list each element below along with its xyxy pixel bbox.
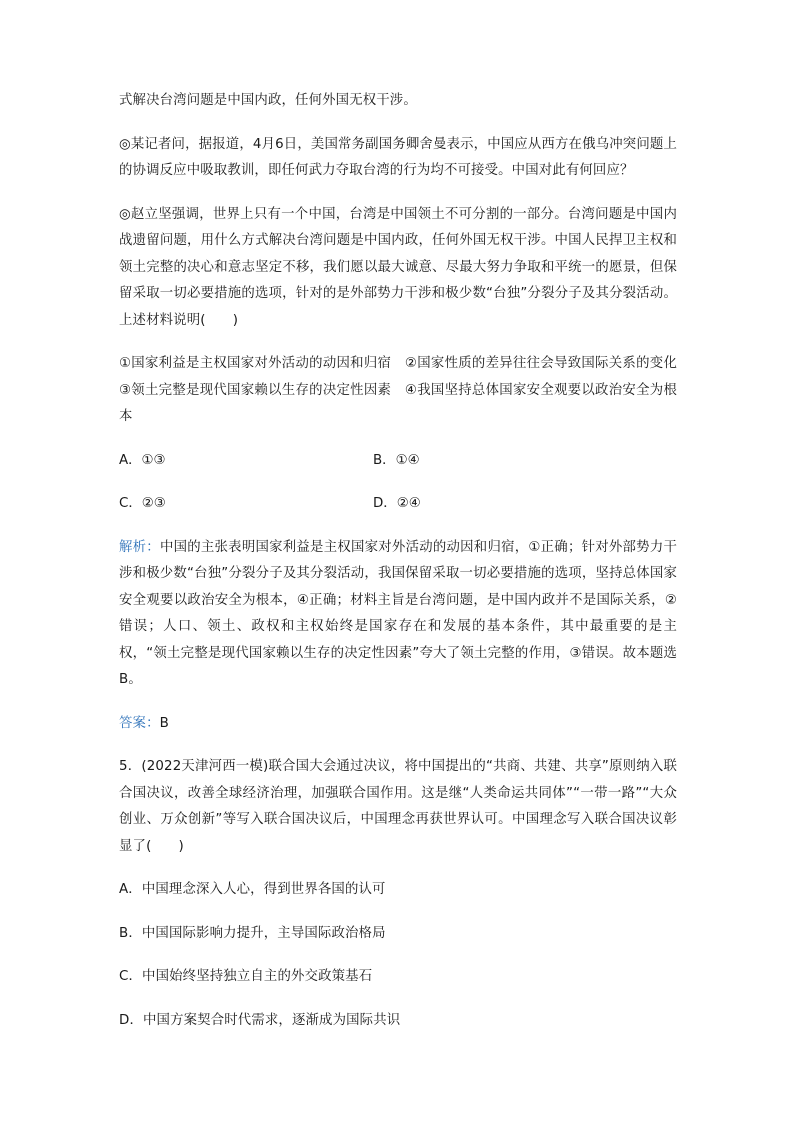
- q5-option-c[interactable]: C．中国始终坚持独立自主的外交政策基石: [119, 969, 373, 984]
- q4-option-c[interactable]: C．②③: [119, 496, 166, 511]
- analysis-block: [119, 535, 677, 694]
- intro-line: 式解决台湾问题是中国内政，任何外国无权干涉。: [119, 93, 417, 108]
- q4-option-d[interactable]: D．②④: [373, 496, 421, 511]
- analysis-label: 解析：: [119, 539, 160, 555]
- reporter-question: ◎某记者问，据报道，4月6日，美国常务副国务卿舍曼表示，中国应从西方在俄乌冲突问题上的协调反应中吸取教训，即任何武力夺取台湾的行为均不可接受。中国对此有何回应？: [119, 136, 677, 178]
- q5-option-d[interactable]: D．中国方案契合时代需求，逐渐成为国际共识: [119, 1012, 401, 1028]
- spokesman-answer: ◎赵立坚强调，世界上只有一个中国，台湾是中国领土不可分割的一部分。台湾问题是中国内战遗留问题，用什么方式解决台湾问题是中国内政，任何外国无权干涉。中国人民捍卫主权和领土完整的决心和意志坚定不移，我们愿以最大诚意、尽最大努力争取和平统一的愿景，但保留采取一切必要措施的选项，针对的是外部势力干涉和极少数“台独”分裂分子及其分裂活动。上述材料说明( ): [119, 206, 677, 328]
- q5-option-a[interactable]: A．中国理念深入人心，得到世界各国的认可: [119, 882, 386, 897]
- statements-list: ①国家利益是主权国家对外活动的动因和归宿 ②国家性质的差异往往会导致国际关系的变化 ③领土完整是现代国家赖以生存的决定性因素 ④我国坚持总体国家安全观要以政治安全为根本: [119, 356, 691, 424]
- answer-line: [119, 711, 677, 738]
- q4-options-row-1: [119, 448, 677, 475]
- q5-stem: 5．(2022天津河西一模)联合国大会通过决议，将中国提出的“共商、共建、共享”原则纳入联合国决议，改善全球经济治理，加强联合国作用。这是继“人类命运共同体”“一带一路”“大众创业、万众创新”等写入联合国决议后，中国理念再获世界认可。中国理念写入联合国决议彰显了( ): [119, 759, 677, 854]
- answer-label: 答案：: [119, 715, 160, 731]
- analysis-text: 中国的主张表明国家利益是主权国家对外活动的动因和归宿，①正确；针对外部势力干涉和极少数“台独”分裂分子及其分裂活动，我国保留采取一切必要措施的选项，坚持总体国家安全观要以政治安全为根本，④正确；材料主旨是台湾问题，是中国内政并不是国际关系，②错误；人口、领土、政权和主权始终是国家存在和发展的基本条件，其中最重要的是主权，“领土完整是现代国家赖以生存的决定性因素”夸大了领土完整的作用，③错误。故本题选B。: [119, 539, 678, 687]
- document-page: [119, 88, 691, 1034]
- answer-value: B: [159, 715, 169, 731]
- q4-options-row-2: [119, 491, 677, 518]
- q4-option-a[interactable]: A．①③: [119, 452, 166, 468]
- q5-option-b[interactable]: B．中国国际影响力提升，主导国际政治格局: [119, 925, 386, 941]
- q4-option-b[interactable]: B．①④: [373, 452, 420, 468]
